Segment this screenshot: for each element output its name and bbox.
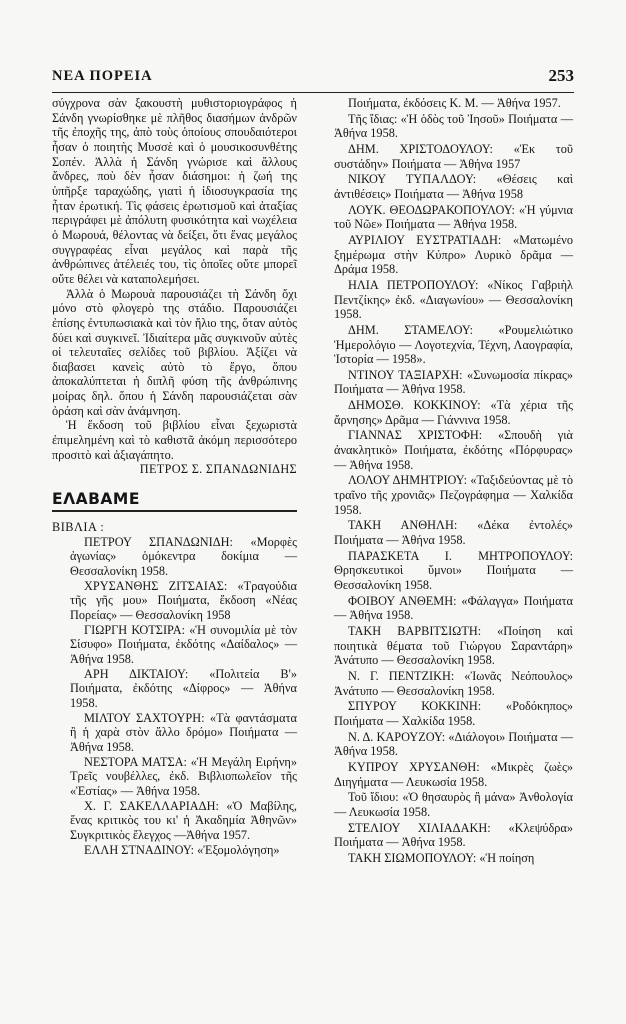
book-entry: ΓΙΩΡΓΗ ΚΟΤΣΙΡΑ: «Ἡ συνομιλία μὲ τὸν Σίσυφο» Ποιήματα, ἐκδότης «Δαίδαλος» — Ἀθήνα 1958. [70, 622, 297, 666]
review-paragraph: Ἀλλὰ ὁ Μωρουὰ παρουσιάζει τὴ Σάνδη ὄχι μόνο στὸ φλογερὸ της στάδιο. Παρουσιάζει ἐπίσης ἐντυπωσιακὰ καὶ τὸν ἥλιο της, ὅταν αὐτὸς δύει καὶ συγκινεῖ. Ἰδιαίτερα μᾶς συγκινοῦν αὐτὲς οἱ τελευταῖες σελίδες τοῦ βιβλίου. Ἀξίζει νὰ διαβασει κανεὶς αὐτὸ τὸ ἔργο, ὅπου ἀποκαλύπτεται ἡ διπλῆ φύση τῆς ἀνθρώπινης μοίρας δηλ. ὅπου ἡ Σάνδη παρουσιάζεται σὰν ὀράση καὶ σὰν ἀνάμνηση. [52, 286, 297, 418]
review-paragraph: σύγχρονα σὰν ξακουστὴ μυθιστοριογράφος ἡ Σάνδη γνωρίσθηκε μὲ πλῆθος διασήμων ἀνδρῶν τῆς ἐποχῆς της, ἀπὸ τοὺς ὁποίους σπουδαιότεροι ἦσαν ὁ ποιητὴς Μυσσὲ καὶ ὁ μουσικοσυνθέτης Σοπέν. Ἀλλὰ ἡ Σάνδη γνώρισε καὶ ἄλλους ἄνδρες, ποὺ δὲν ἦσαν διάσημοι: ἡ ζωή της ὑπῆρξε ταραχώδης, γιατὶ ἡ ἰδιοσυγκρασία της ἦταν ἐρωτική. Τὶς φάσεις ἐρωτισμοῦ καὶ ἀταξίας περιγράφει μὲ ἀπόλυτη φυσικότητα καὶ νωχέλεια ὁ Μωρουά, θέλοντας νὰ δείξει, ὅτι ἕνας μεγάλος συγγραφέας εἶναι μεγάλος καὶ παρὰ τῆς ἀνθρώπινες ἀτέλειές του, τὶς ὁποῖες οὔτε μπορεῖ οὔτε θέλει νὰ καταπολεμήσει. [52, 96, 297, 286]
book-entry: Τοῦ ἴδιου: «Ὁ θησαυρὸς ἢ μάνα» Ἀνθολογία — Λευκωσία 1958. [334, 790, 573, 819]
subsection-heading: ΒΙΒΛΙΑ : [52, 520, 105, 535]
book-entry: ΚΥΠΡΟΥ ΧΡΥΣΑΝΘΗ: «Μικρὲς ζωὲς» Διηγήματα — Λευκωσία 1958. [334, 759, 573, 789]
book-entry: Τῆς ἴδιας: «Ἡ ὁδὸς τοῦ Ἰησοῦ» Ποιήματα — Ἀθήνα 1958. [334, 111, 573, 141]
review-paragraph: Ἡ ἔκδοση τοῦ βιβλίου εἶναι ξεχωριστὰ ἐπιμελημένη καὶ τὸ καθιστᾶ ἀκόμη περισσότερο προσιτὸ καὶ ἀξιαγάπητο. [52, 418, 297, 462]
right-column [316, 96, 573, 866]
book-entry: ΔΗΜ. ΣΤΑΜΕΛΟΥ: «Ρουμελιώτικο Ἡμερολόγιο — Λογοτεχνία, Τέχνη, Λαογραφία, Ἱστορία — 1958». [334, 322, 573, 367]
book-entry: Ποιήματα, ἐκδόσεις Κ. Μ. — Ἀθήνα 1957. [348, 96, 561, 110]
book-entry: ΛΟΛΟΥ ΔΗΜΗΤΡΙΟΥ: «Ταξιδεύοντας μὲ τὸ τραῖνο τῆς χρονιᾶς» Πεζογράφημα — Χαλκίδα 1958. [334, 473, 573, 517]
book-entry: ΔΗΜΟΣΘ. ΚΟΚΚΙΝΟΥ: «Τὰ χέρια τῆς ἄρνησης» Δρᾶμα — Γιάννινα 1958. [334, 398, 573, 427]
book-entry: ΓΙΑΝΝΑΣ ΧΡΙΣΤΟΦΗ: «Σπουδὴ γιὰ ἀνακλητικὸ» Ποιήματα, ἐκδότης «Πόρφυρας» — Ἀθήνα 1958. [334, 428, 573, 472]
book-entry: ΜΙΛΤΟΥ ΣΑΧΤΟΥΡΗ: «Τὰ φαντάσματα ἢ ἡ χαρὰ στὸν ἄλλο δρόμο» Ποιήματα — Ἀθήνα 1958. [70, 710, 297, 754]
book-entry: ΔΗΜ. ΧΡΙΣΤΟΔΟΥΛΟΥ: «Ἐκ τοῦ συστάδην» Ποιήματα — Ἀθήνα 1957 [334, 141, 573, 171]
section-divider [52, 510, 297, 512]
book-entry: ΠΑΡΑΣΚΕΤΑ Ι. ΜΗΤΡΟΠΟΥΛΟΥ: Θρησκευτικοὶ ὕμνοι» Ποιήματα — Θεσσαλονίκη 1958. [334, 548, 573, 592]
book-entry: ΤΑΚΗ ΑΝΘΗΛΗ: «Δέκα ἐντολές» Ποιήματα — Ἀθήνα 1958. [334, 518, 573, 548]
book-entry: ΤΑΚΗ ΣΙΩΜΟΠΟΥΛΟΥ: «Ἡ ποίηση [348, 850, 535, 865]
book-entry: ΣΤΕΛΙΟΥ ΧΙΛΙΑΔΑΚΗ: «Κλεψύδρα» Ποιήματα — Ἀθήνα 1958. [334, 820, 573, 850]
book-entry: ΛΟΥΚ. ΘΕΟΔΩΡΑΚΟΠΟΥΛΟΥ: «Ἡ γύμνια τοῦ Νῶε» Ποιήματα — Ἀθήνα 1958. [334, 202, 573, 232]
book-entry: ΤΑΚΗ ΒΑΡΒΙΤΣΙΩΤΗ: «Ποίηση καὶ ποιητικὰ θέματα τοῦ Γιώργου Σαραντάρη» Ἀνάτυπο — Θεσσαλονίκη 1958. [334, 623, 573, 668]
book-entry: Χ. Γ. ΣΑΚΕΛΛΑΡΙΑΔΗ: «Ὁ Μαβίλης, ἕνας κριτικὸς του κι' ἡ Ἀκαδημία Ἀθηνῶν» Συγκριτικὸς ἔλεγχος —Ἀθήνα 1957. [70, 798, 297, 842]
book-entry: ΝΙΚΟΥ ΤΥΠΑΛΔΟΥ: «Θέσεις καὶ ἀντιθέσεις» Ποιήματα — Ἀθήνα 1958 [334, 172, 573, 201]
running-head: ΝΕΑ ΠΟΡΕΙΑ [52, 68, 153, 84]
book-entry: ΝΤΙΝΟΥ ΤΑΞΙΑΡΧΗ: «Συνωμοσία πίκρας» Ποιήματα — Ἀθήνα 1958. [334, 367, 573, 397]
book-entry: ΗΛΙΑ ΠΕΤΡΟΠΟΥΛΟΥ: «Νίκος Γαβριὴλ Πεντζίκης» ἐκδ. «Διαγωνίου» — Θεσσαλονίκη 1958. [334, 277, 573, 322]
review-signature: ΠΕΤΡΟΣ Σ. ΣΠΑΝΔΩΝΙΔΗΣ [139, 462, 297, 477]
page-number: 253 [548, 66, 574, 85]
book-entry: ΦΟΙΒΟΥ ΑΝΘΕΜΗ: «Φάλαγγα» Ποιήματα — Ἀθήνα 1958. [334, 593, 573, 623]
left-column [52, 96, 297, 857]
book-entry: Ν. Δ. ΚΑΡΟΥΖΟΥ: «Διάλογοι» Ποιήματα — Ἀθήνα 1958. [334, 729, 573, 759]
book-entry: ΕΛΛΗ ΣΤΝΑΔΙΝΟΥ: «Ἐξομολόγηση» [84, 842, 280, 857]
book-entry: ΑΡΗ ΔΙΚΤΑΙΟΥ: «Πολιτεία Β'» Ποιήματα, ἐκδότης «Δίφρος» — Ἀθήνα 1958. [70, 666, 297, 710]
book-entry: ΠΕΤΡΟΥ ΣΠΑΝΔΩΝΙΔΗ: «Μορφὲς ἀγωνίας» ὁμόκεντρα δοκίμια — Θεσσαλονίκη 1958. [70, 534, 297, 579]
book-entry: ΑΥΡΙΛΙΟΥ ΕΥΣΤΡΑΤΙΑΔΗ: «Ματωμένο ξημέρωμα στὴν Κύπρο» Λυρικὸ δρᾶμα — Δράμα 1958. [334, 232, 573, 277]
book-entry: ΣΠΥΡΟΥ ΚΟΚΚΙΝΗ: «Ροδόκηπος» Ποιήματα — Χαλκίδα 1958. [334, 699, 573, 728]
section-title: ΕΛΑΒΑΜΕ [52, 490, 140, 509]
book-entry: Ν. Γ. ΠΕΝΤΖΙΚΗ: «Ἰωνᾶς Νεόπουλος» Ἀνάτυπο — Θεσσαλονίκη 1958. [334, 668, 573, 698]
page-header [52, 66, 574, 93]
book-entry: ΝΕΣΤΟΡΑ ΜΑΤΣΑ: «Ἡ Μεγάλη Ειρήνη» Τρεῖς νουβέλλες, ἐκδ. Βιβλιοπωλεῖον τῆς «Ἑστίας» — Ἀθήνα 1958. [70, 754, 297, 798]
book-entry: ΧΡΥΣΑΝΘΗΣ ΖΙΤΣΑΙΑΣ: «Τραγούδια τῆς γῆς μου» Ποιήματα, ἔκδοση «Νέας Πορείας» — Θεσσαλονίκη 1958 [70, 578, 297, 622]
